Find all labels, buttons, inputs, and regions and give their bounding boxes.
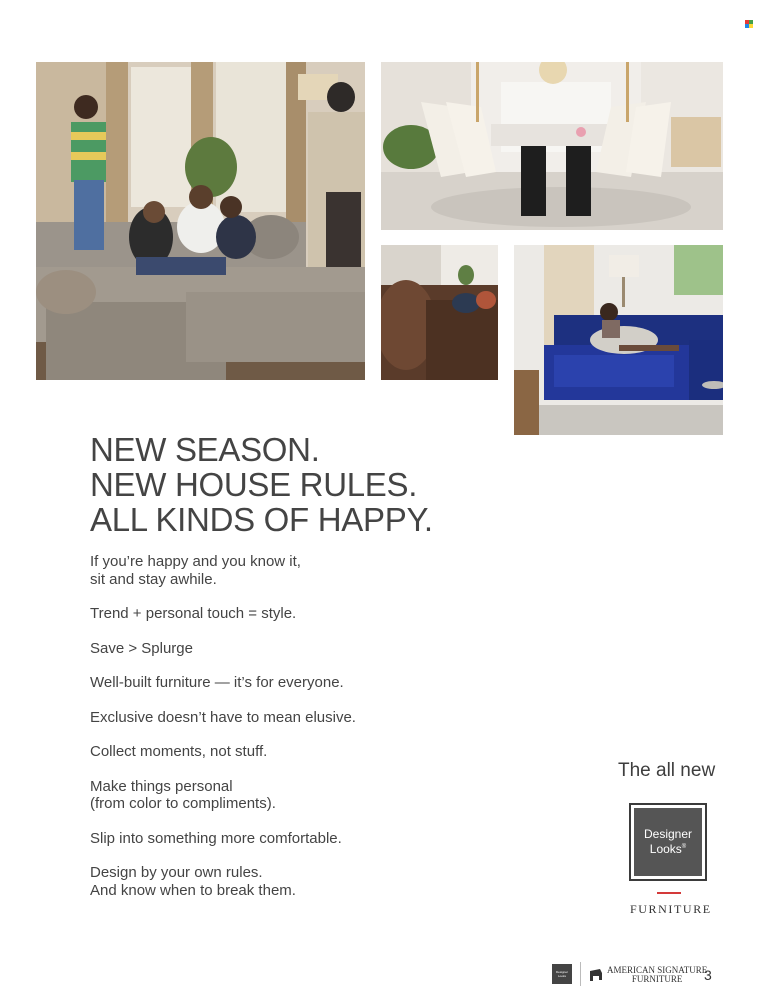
headline-line-2: NEW HOUSE RULES.: [90, 466, 418, 503]
rule-text: (from color to compliments).: [90, 795, 276, 812]
blue-sectional-photo: [514, 245, 723, 435]
rule-item: [90, 553, 450, 588]
footer-divider: [580, 962, 581, 986]
rule-text: Trend + personal touch = style.: [90, 605, 297, 622]
rule-text: Collect moments, not stuff.: [90, 743, 268, 760]
rule-item: [90, 743, 450, 761]
rule-text: And know when to break them.: [90, 881, 296, 899]
headline-line-3: ALL KINDS OF HAPPY.: [90, 501, 433, 538]
headline: [90, 432, 510, 537]
rule-item: [90, 864, 450, 899]
rule-item: [90, 709, 450, 727]
rule-item: [90, 778, 450, 813]
rule-item: [90, 830, 450, 848]
accent-divider: [657, 892, 681, 894]
brand-line-2: FURNITURE: [631, 974, 683, 984]
footer-designer-looks-logo: Designer Looks: [552, 964, 572, 984]
page-number: 3: [704, 967, 712, 983]
rule-text: Design by your own rules.: [90, 864, 263, 881]
living-room-photo: [36, 62, 365, 380]
logo-line-2: Looks®: [649, 842, 687, 856]
rule-text: Well-built furniture — it’s for everyone.: [90, 674, 344, 691]
american-signature-wordmark: [607, 966, 707, 984]
logo-line-1: Designer: [643, 827, 693, 841]
rule-item: [90, 640, 450, 658]
corner-color-mark: [745, 20, 753, 28]
designer-looks-logo: [629, 803, 707, 881]
rule-item: [90, 605, 450, 623]
leather-sofa-photo: [381, 245, 498, 380]
headline-line-1: NEW SEASON.: [90, 431, 320, 468]
rule-text: If you’re happy and you know it,: [90, 553, 301, 570]
furniture-wordmark: FURNITURE: [630, 902, 712, 916]
rule-text: Make things personal: [90, 777, 233, 795]
rule-text: Slip into something more comfortable.: [90, 829, 342, 847]
dining-room-photo: [381, 62, 723, 230]
chair-icon: [588, 967, 604, 983]
promo-title: The all new: [618, 760, 716, 781]
house-rules-list: [90, 553, 450, 916]
rule-text: Save > Splurge: [90, 639, 193, 657]
rule-item: [90, 674, 450, 692]
rule-text: Exclusive doesn’t have to mean elusive.: [90, 708, 356, 726]
rule-text: sit and stay awhile.: [90, 570, 217, 588]
brand-line-1: AMERICAN SIGNATURE: [607, 965, 708, 975]
